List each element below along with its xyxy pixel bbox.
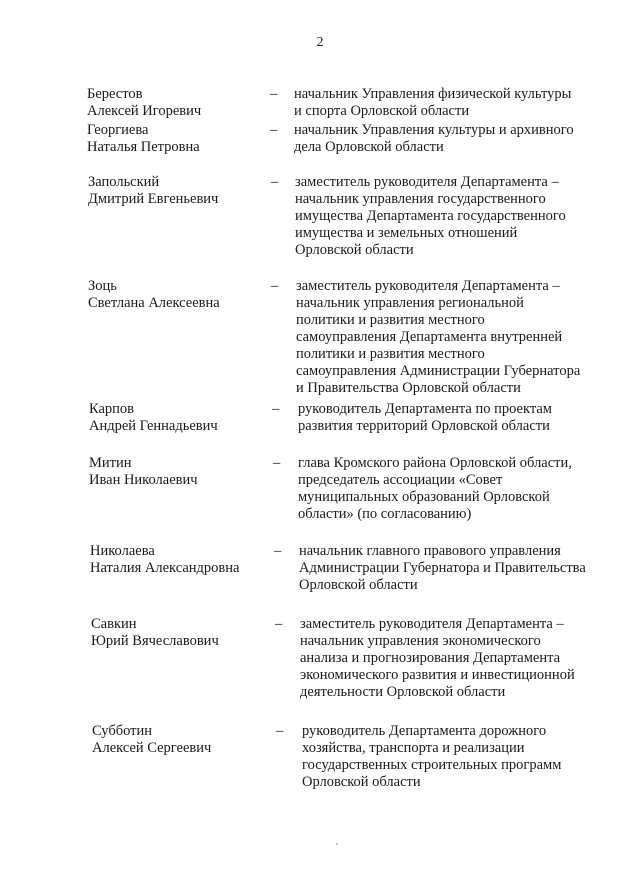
dash-separator: –: [270, 86, 278, 102]
member-surname: Субботин: [92, 723, 153, 739]
position-line: начальник управления региональной: [296, 295, 524, 311]
member-name: [87, 122, 277, 156]
position-line: руководитель Департамента дорожного: [302, 723, 547, 739]
member-position: [300, 616, 618, 701]
member-given-name: Светлана Алексеевна: [88, 295, 220, 311]
position-line: самоуправления Администрации Губернатора: [296, 363, 581, 379]
position-line: начальник управления государственного: [295, 191, 546, 207]
position-line: области» (по согласованию): [298, 506, 472, 522]
position-line: глава Кромского района Орловской области,: [298, 455, 572, 471]
position-line: Администрации Губернатора и Правительства: [299, 560, 586, 576]
position-line: Орловской области: [299, 577, 418, 593]
position-line: развития территорий Орловской области: [298, 418, 550, 434]
position-line: хозяйства, транспорта и реализации: [302, 740, 525, 756]
position-line: имущества и земельных отношений: [295, 225, 518, 241]
position-line: политики и развития местного: [296, 346, 485, 362]
member-name: [90, 543, 280, 577]
position-line: начальник управления экономического: [300, 633, 541, 649]
position-line: начальник Управления физической культуры: [294, 86, 572, 102]
position-line: самоуправления Департамента внутренней: [296, 329, 563, 345]
member-name: [89, 401, 279, 435]
dash-separator: –: [274, 543, 282, 559]
position-line: анализа и прогнозирования Департамента: [300, 650, 561, 666]
member-position: [298, 455, 616, 523]
position-line: экономического развития и инвестиционной: [300, 667, 575, 683]
member-name: [92, 723, 282, 757]
member-name: [88, 174, 278, 208]
member-surname: Митин: [89, 455, 132, 471]
position-line: политики и развития местного: [296, 312, 485, 328]
position-line: начальник главного правового управления: [299, 543, 561, 559]
position-line: дела Орловской области: [294, 139, 444, 155]
member-surname: Зоць: [88, 278, 117, 294]
dash-separator: –: [276, 723, 284, 739]
position-line: председатель ассоциации «Совет: [298, 472, 503, 488]
position-line: руководитель Департамента по проектам: [298, 401, 552, 417]
member-position: [296, 278, 614, 397]
member-name: [89, 455, 279, 489]
member-name: [88, 278, 278, 312]
position-line: заместитель руководителя Департамента –: [296, 278, 560, 294]
position-line: Орловской области: [295, 242, 414, 258]
position-line: и Правительства Орловской области: [296, 380, 521, 396]
member-position: [294, 86, 612, 120]
scan-speck: [336, 843, 338, 845]
position-line: начальник Управления культуры и архивного: [294, 122, 574, 138]
member-name: [87, 86, 277, 120]
member-surname: Савкин: [91, 616, 137, 632]
member-given-name: Дмитрий Евгеньевич: [88, 191, 219, 207]
member-surname: Георгиева: [87, 122, 149, 138]
member-given-name: Андрей Геннадьевич: [89, 418, 218, 434]
position-line: заместитель руководителя Департамента –: [300, 616, 564, 632]
member-given-name: Алексей Сергеевич: [92, 740, 212, 756]
member-given-name: Юрий Вячеславович: [91, 633, 219, 649]
member-name: [91, 616, 281, 650]
position-line: имущества Департамента государственного: [295, 208, 566, 224]
member-position: [294, 122, 612, 156]
member-position: [299, 543, 617, 594]
position-line: Орловской области: [302, 774, 421, 790]
member-given-name: Алексей Игоревич: [87, 103, 202, 119]
position-line: заместитель руководителя Департамента –: [295, 174, 559, 190]
member-surname: Карпов: [89, 401, 135, 417]
member-position: [302, 723, 620, 791]
position-line: государственных строительных программ: [302, 757, 562, 773]
member-given-name: Наталья Петровна: [87, 139, 200, 155]
member-surname: Берестов: [87, 86, 143, 102]
dash-separator: –: [271, 174, 279, 190]
member-given-name: Иван Николаевич: [89, 472, 198, 488]
dash-separator: –: [273, 455, 281, 471]
dash-separator: –: [271, 278, 279, 294]
member-position: [295, 174, 613, 259]
member-surname: Запольский: [88, 174, 160, 190]
member-position: [298, 401, 616, 435]
dash-separator: –: [275, 616, 283, 632]
member-given-name: Наталия Александровна: [90, 560, 240, 576]
member-surname: Николаева: [90, 543, 155, 559]
position-line: деятельности Орловской области: [300, 684, 506, 700]
dash-separator: –: [270, 122, 278, 138]
page-number: 2: [316, 35, 324, 50]
dash-separator: –: [272, 401, 280, 417]
position-line: муниципальных образований Орловской: [298, 489, 550, 505]
position-line: и спорта Орловской области: [294, 103, 470, 119]
